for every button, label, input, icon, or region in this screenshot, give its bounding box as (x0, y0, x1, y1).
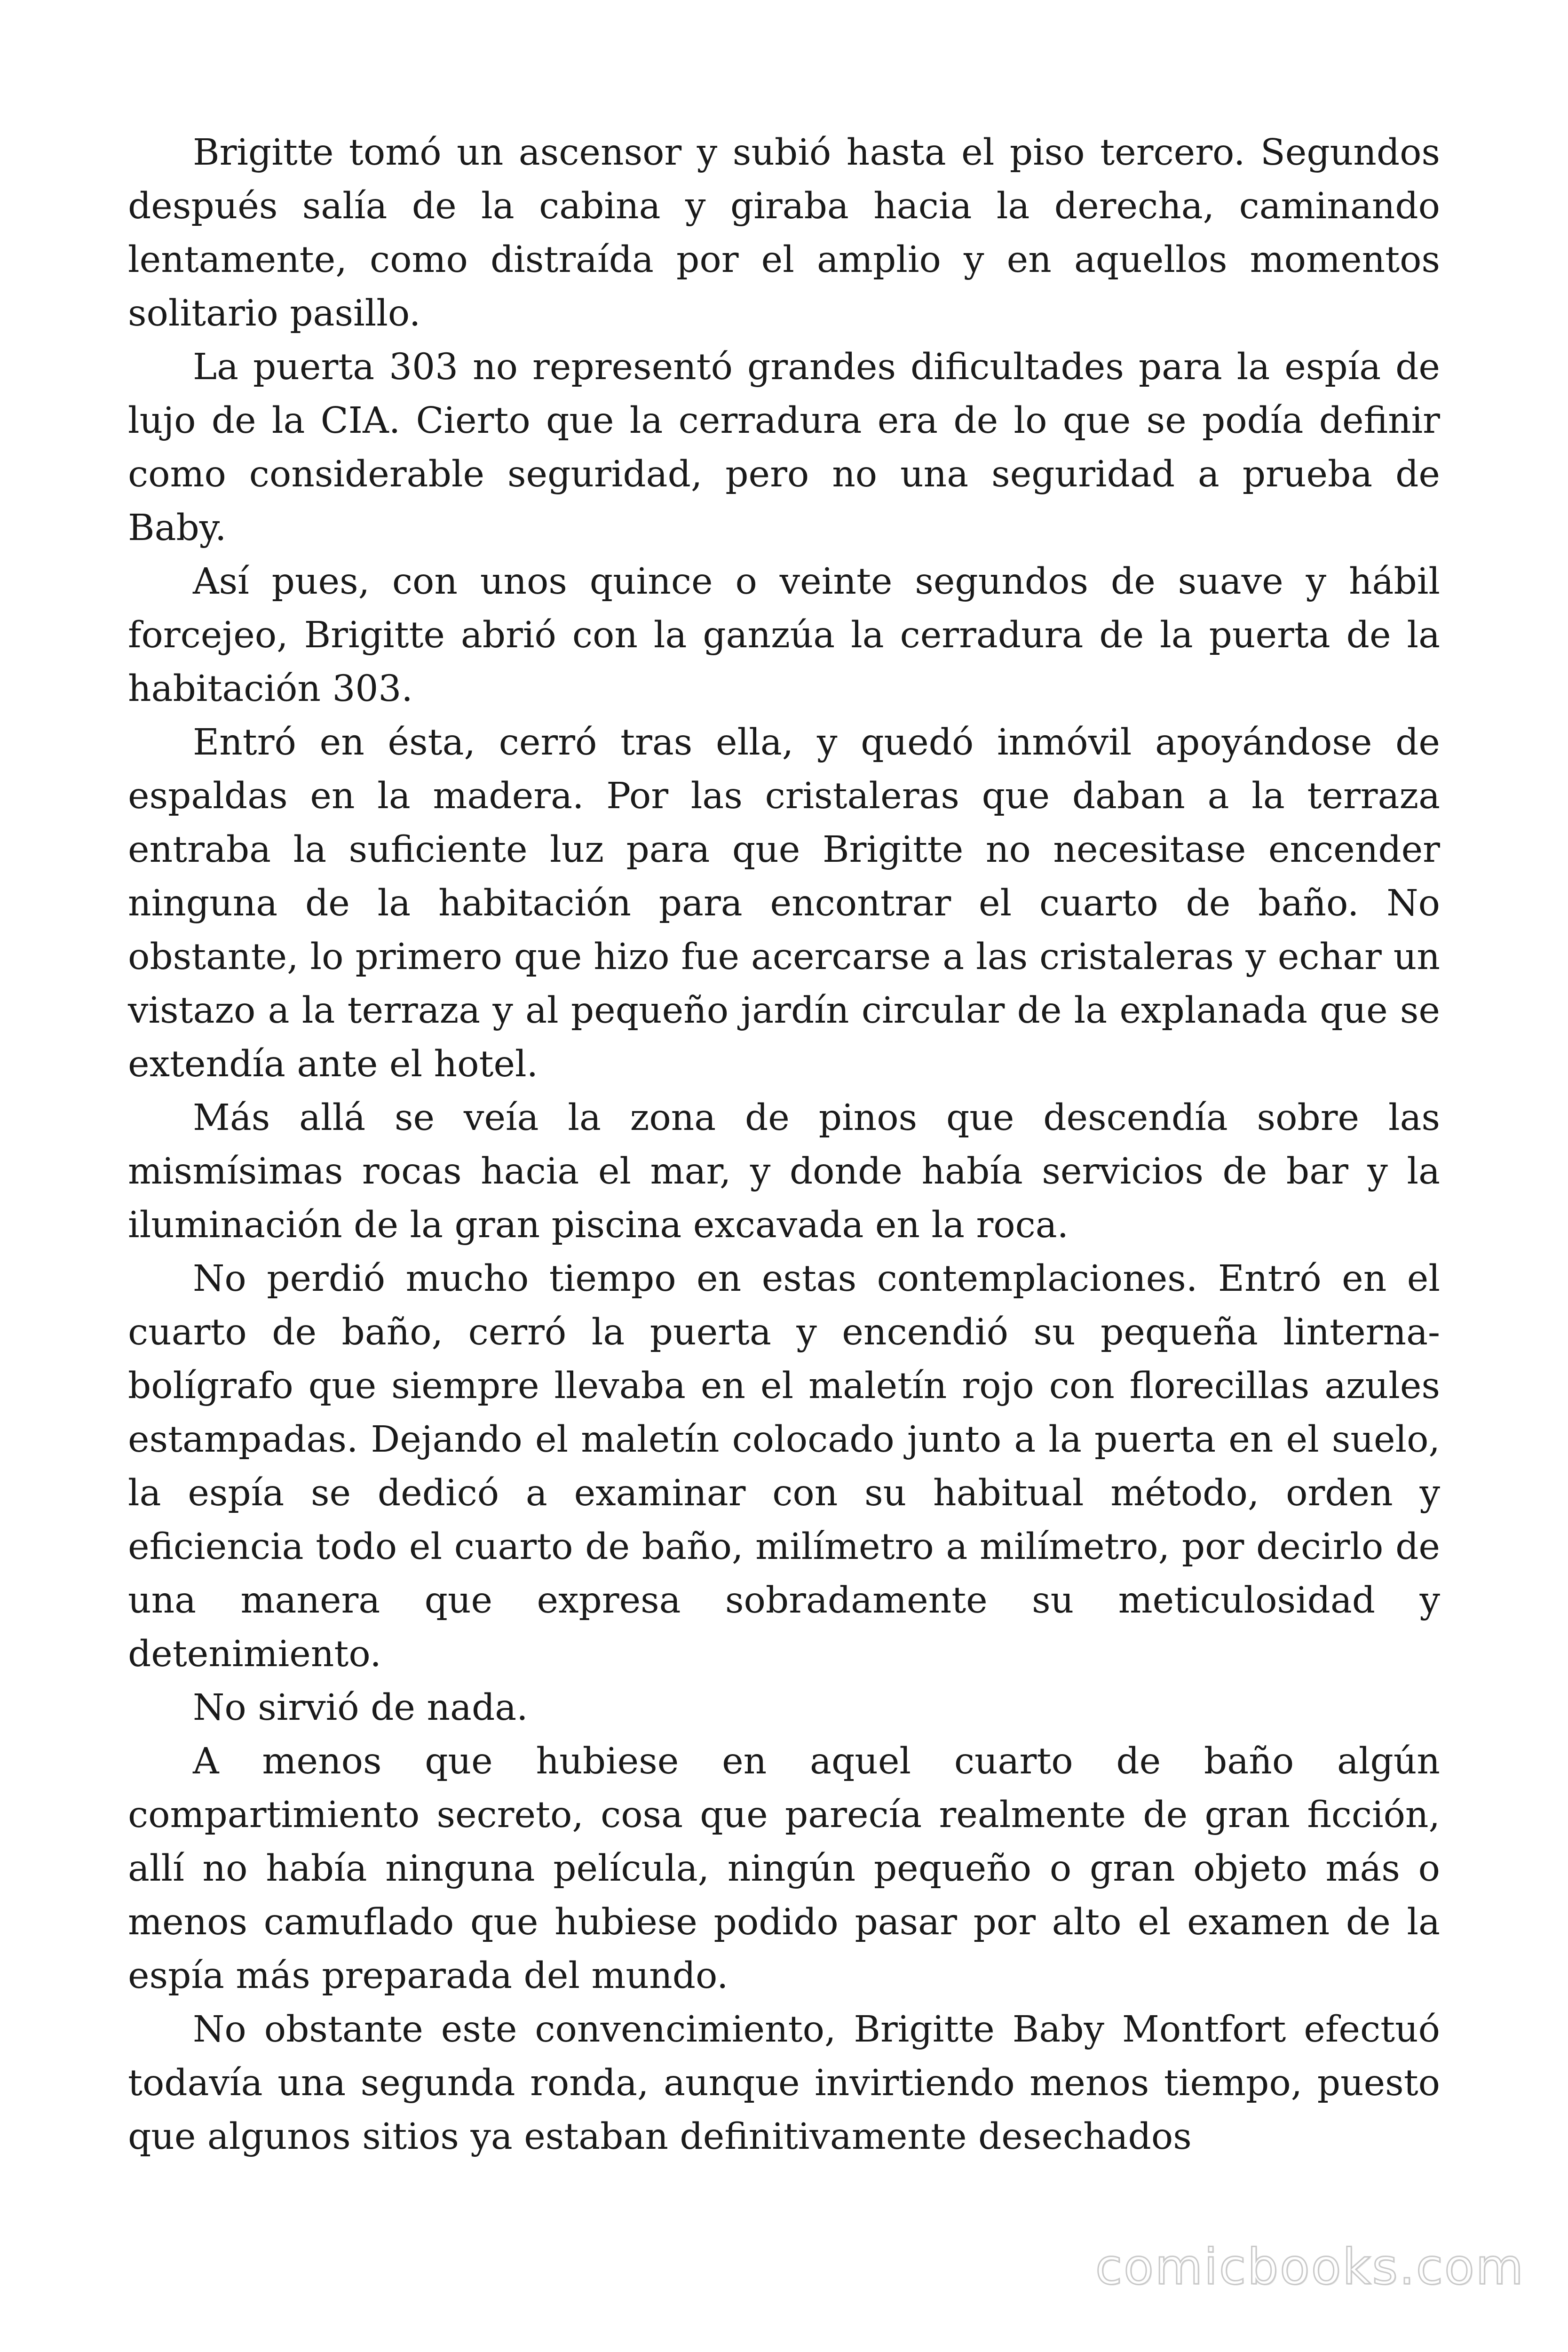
paragraph-2: La puerta 303 no representó grandes dificultades para la espía de lujo de la CIA. Cierto que la cerradura era de lo que se podía definir como considerable seguridad, pero no una seguridad a prueba de Baby. (128, 346, 1440, 549)
paragraph-3: Así pues, con unos quince o veinte segundos de suave y hábil forcejeo, Brigitte abrió con la ganzúa la cerradura de la puerta de la habitación 303. (128, 561, 1440, 710)
paragraph-4: Entró en ésta, cerró tras ella, y quedó inmóvil apoyándose de espaldas en la madera. Por las cristaleras que daban a la terraza entraba la suficiente luz para que Brigitte no necesitase encender ninguna de la habitación para encontrar el cuarto de baño. No obstante, lo primero que hizo fue acercarse a las cristaleras y echar un vistazo a la terraza y al pequeño jardín circular de la explanada que se extendía ante el hotel. (128, 722, 1440, 1085)
paragraph-7: No sirvió de nada. (193, 1687, 528, 1729)
watermark: comicbooks.com (1095, 2238, 1525, 2296)
paragraph-6: No perdió mucho tiempo en estas contemplaciones. Entró en el cuarto de baño, cerró la puerta y encendió su pequeña linterna-bolígrafo que siempre llevaba en el maletín rojo con florecillas azules estampadas. Dejando el maletín colocado junto a la puerta en el suelo, la espía se dedicó a examinar con su habitual método, orden y eficiencia todo el cuarto de baño, milímetro a milímetro, por decirlo de una manera que expresa sobradamente su meticulosidad y detenimiento. (128, 1258, 1440, 1675)
paragraph-1: Brigitte tomó un ascensor y subió hasta el piso tercero. Segundos después salía de la cabina y giraba hacia la derecha, caminando lentamente, como distraída por el amplio y en aquellos momentos solitario pasillo. (128, 132, 1440, 334)
paragraph-9: No obstante este convencimiento, Brigitte Baby Montfort efectuó todavía una segunda ronda, aunque invirtiendo menos tiempo, puesto que algunos sitios ya estaban definitivamente desechados (128, 2009, 1440, 2158)
paragraph-8: A menos que hubiese en aquel cuarto de baño algún compartimiento secreto, cosa que parecía realmente de gran ficción, allí no había ninguna película, ningún pequeño o gran objeto más o menos camuflado que hubiese podido pasar por alto el examen de la espía más preparada del mundo. (128, 1740, 1440, 1997)
paragraph-5: Más allá se veía la zona de pinos que descendía sobre las mismísimas rocas hacia el mar, y donde había servicios de bar y la iluminación de la gran piscina excavada en la roca. (128, 1097, 1440, 1246)
body-text (128, 126, 1440, 2164)
